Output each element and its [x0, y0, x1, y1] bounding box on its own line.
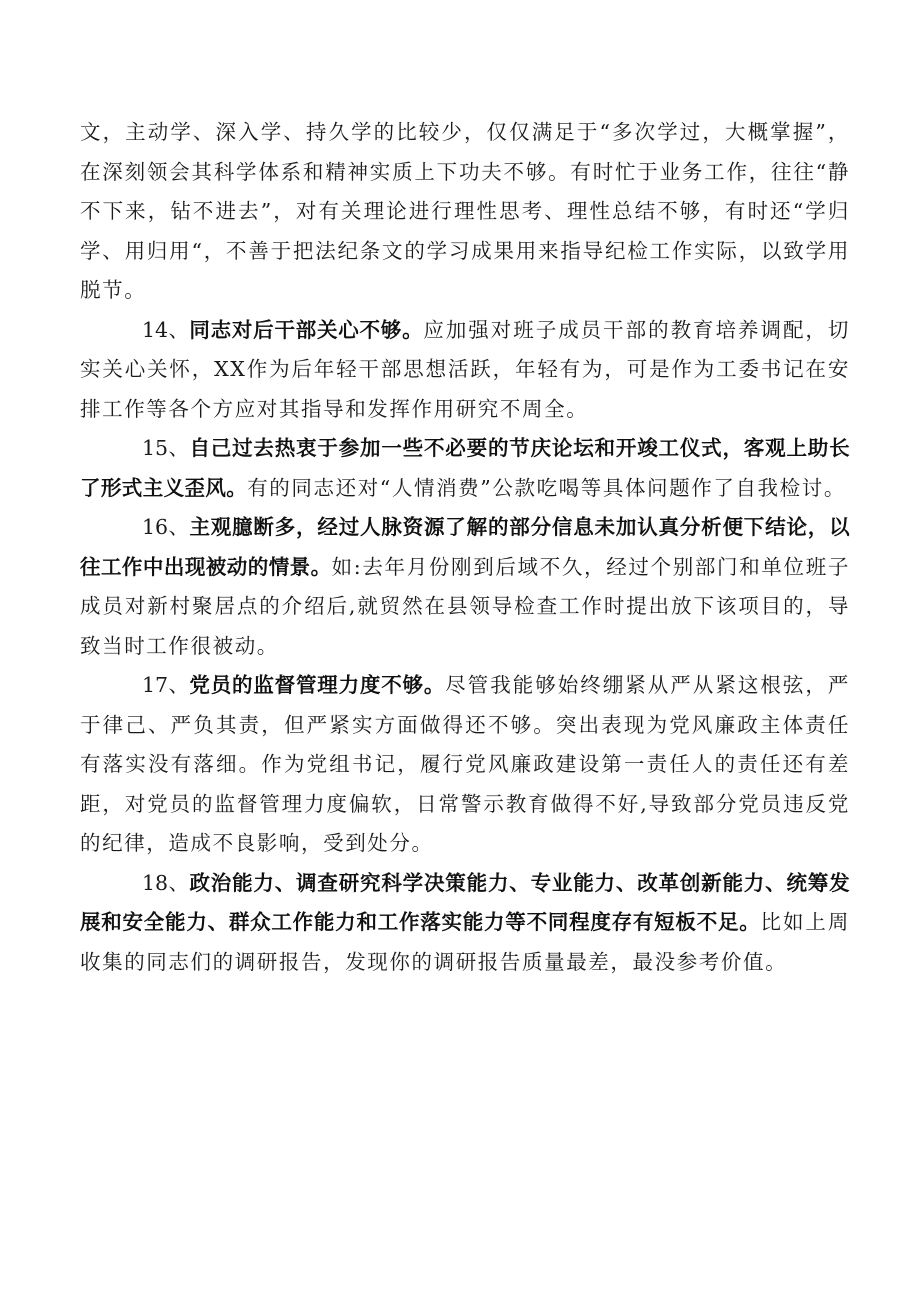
- item-number: 18、: [142, 870, 190, 895]
- paragraph-body: 尽管我能够始终绷紧从严从紧这根弦，严于律己、严负其责，但严紧实方面做得还不够。突出表现为党风廉政主体责任有落实没有落细。作为党组书记，履行党风廉政建设第一责任人的责任还有差距，对党员的监督管理力度偏软，日常警示教育做得不好,导致部分党员违反党的纪律，造成不良影响，受到处分。: [80, 673, 850, 855]
- paragraph-item-18: [80, 864, 850, 983]
- item-heading: 党员的监督管理力度不够。: [189, 673, 446, 697]
- item-number: 16、: [142, 515, 190, 539]
- paragraph-body: 如:去年月份刚到后域不久，经过个别部门和单位班子成员对新村聚居点的介绍后,就贸然在县领导检查工作时提出放下该项目的，导致当时工作很被动。: [80, 554, 850, 658]
- paragraph-body: 有的同志还对“人情消费”公款吃喝等具体问题作了自我检讨。: [247, 475, 846, 500]
- item-heading: 政治能力、调查研究科学决策能力、专业能力、改革创新能力、统筹发展和安全能力、群众工作能力和工作落实能力等不同程度存有短板不足。: [80, 870, 850, 934]
- item-heading: 同志对后干部关心不够。: [189, 317, 424, 342]
- item-number: 15、: [142, 436, 190, 460]
- paragraph-body: 应加强对班子成员干部的教育培养调配，切实关心关怀，XX作为后年轻干部思想活跃，年轻有为，可是作为工委书记在安排工作等各个方应对其指导和发挥作用研究不周全。: [80, 317, 850, 421]
- item-heading: 自己过去热衷于参加一些不必要的节庆论坛和开竣工仪式，客观上助长了形式主义歪风。: [80, 436, 850, 500]
- paragraph-body: 比如上周收集的同志们的调研报告，发现你的调研报告质量最差，最没参考价值。: [80, 910, 850, 974]
- paragraph-body: 文，主动学、深入学、持久学的比较少，仅仅满足于“多次学过，大概掌握”，在深刻领会其科学体系和精神实质上下功夫不够。有时忙于业务工作，往往“静不下来，钻不进去”，对有关理论进行理性思考、理性总结不够，有时还“学归学、用归用“，不善于把法纪条文的学习成果用来指导纪检工作实际，以致学用脱节。: [80, 120, 850, 302]
- paragraph-continuation: [80, 113, 850, 311]
- item-heading: 主观臆断多，经过人脉资源了解的部分信息未加认真分析便下结论，以往工作中出现被动的情景。: [80, 515, 850, 579]
- paragraph-item-17: [80, 666, 850, 864]
- item-number: 14、: [142, 317, 190, 342]
- document-body: [80, 113, 850, 982]
- paragraph-item-15: [80, 429, 850, 508]
- item-number: 17、: [142, 673, 190, 697]
- paragraph-item-14: [80, 311, 850, 430]
- paragraph-item-16: [80, 508, 850, 666]
